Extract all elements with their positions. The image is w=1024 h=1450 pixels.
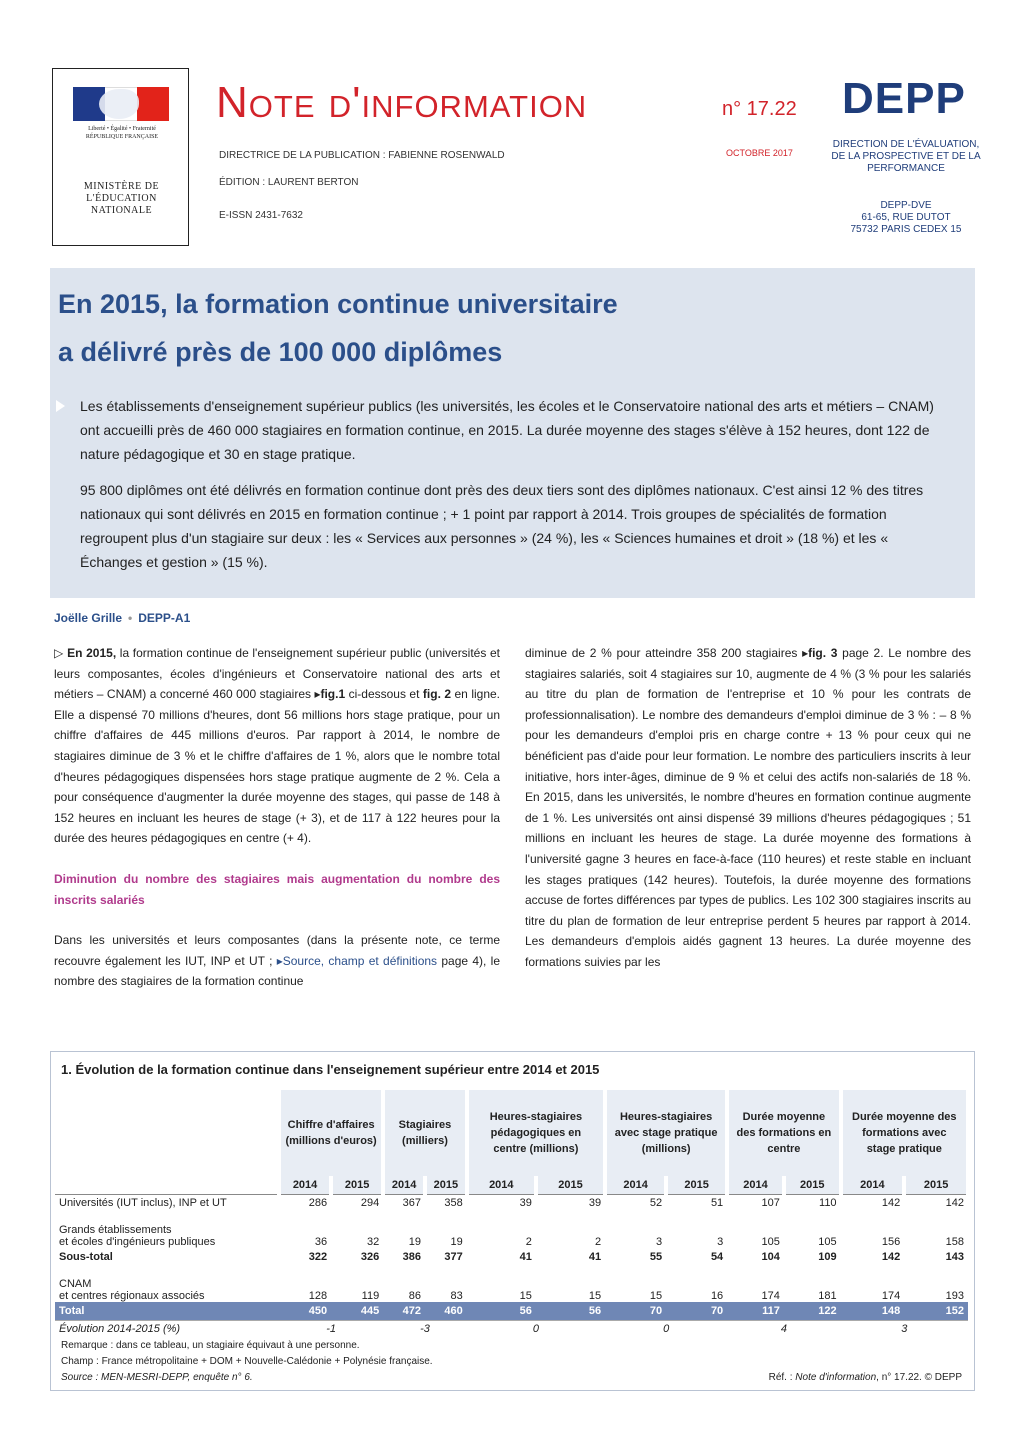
row-label: Évolution 2014-2015 (%) xyxy=(55,1320,279,1338)
table-cell: 32 xyxy=(366,1236,380,1248)
figure-link[interactable]: ▸fig.1 xyxy=(314,687,346,702)
table-cell: 156 xyxy=(881,1236,901,1248)
column-group-header: Heures-stagiaires avec stage pratique (millions) xyxy=(605,1090,727,1176)
triangle-icon xyxy=(56,400,65,412)
evolution-cell: 0 xyxy=(467,1320,605,1338)
body-text: la formation continue de l'enseignement supérieur public (universités et leurs composantes, écoles d'ingénieurs et Conservatoire national des arts et métiers – CNAM) a concerné 460 000 stagiaires xyxy=(54,646,500,702)
body-text: page 4), le nombre des stagiaires de la formation continue xyxy=(54,953,500,989)
row-label-line: CNAM xyxy=(59,1278,92,1290)
table-cell: 39 xyxy=(588,1197,602,1210)
depp-logo: DEPP xyxy=(842,74,966,123)
table-cell: 70 xyxy=(666,1302,727,1320)
table-cell: 51 xyxy=(710,1197,724,1210)
ministry-name: MINISTÈRE DE L'ÉDUCATION NATIONALE xyxy=(83,181,160,216)
edition-line: ÉDITION : LAURENT BERTON xyxy=(219,177,359,188)
column-group-header: Heures-stagiaires pédagogiques en centre (millions) xyxy=(467,1090,605,1176)
table-note: Remarque : dans ce tableau, un stagiaire équivaut à une personne. xyxy=(61,1340,360,1351)
row-label-line: Grands établissements xyxy=(59,1224,172,1236)
body-text: Dans les universités et leurs composantes (dans la présente note, ce terme recouvre également les IUT, INP et UT ; xyxy=(54,933,500,968)
table-cell: 174 xyxy=(761,1290,780,1302)
year-header: 2014 xyxy=(727,1176,784,1194)
evolution-cell: 0 xyxy=(605,1320,727,1338)
section-subheading: Diminution du nombre des stagiaires mais augmentation du nombre des inscrits salariés xyxy=(54,871,500,907)
evolution-cell: 3 xyxy=(841,1320,968,1338)
year-header: 2015 xyxy=(904,1176,968,1194)
body-text: diminue de 2 % pour atteindre 358 200 stagiaires xyxy=(525,646,803,660)
figure-link[interactable]: ▸fig. 3 xyxy=(802,646,838,660)
body-column-left xyxy=(54,643,500,1012)
table-cell: 148 xyxy=(841,1302,905,1320)
year-header: 2015 xyxy=(784,1176,841,1194)
table-cell: 322 xyxy=(308,1251,328,1263)
year-header: 2015 xyxy=(425,1176,467,1194)
summary-paragraph: Les établissements d'enseignement supérieur publics (les universités, les écoles et le Conservatoire national des arts et métiers – CNAM) ont accueilli près de 460 000 stagiaires en formation continue, en 2015. La durée moyenne des stages s'élève à 152 heures, dont 122 de nature pédagogique et 30 en stage pratique. xyxy=(80,398,934,462)
row-label xyxy=(55,1212,279,1248)
address-line: DEPP-DVE xyxy=(880,200,932,211)
evolution-cell: 4 xyxy=(727,1320,840,1338)
body-paragraph xyxy=(54,930,500,992)
table-cell: 174 xyxy=(881,1290,901,1302)
year-header: 2014 xyxy=(279,1176,331,1194)
authors: Joëlle Grille • DEPP-A1 xyxy=(54,611,191,625)
address-line: 61-65, RUE DUTOT xyxy=(861,212,951,223)
headline-line: a délivré près de 100 000 diplômes xyxy=(58,337,503,367)
table-cell: 107 xyxy=(761,1197,780,1210)
publication-date: OCTOBRE 2017 xyxy=(726,148,793,158)
table-note: Champ : France métropolitaine + DOM + Nouvelle-Calédonie + Polynésie française. xyxy=(61,1356,433,1367)
reference-credit xyxy=(769,1372,962,1383)
table-cell: 3 xyxy=(656,1236,663,1248)
table-cell: 450 xyxy=(279,1302,331,1320)
author-unit: DEPP-A1 xyxy=(138,611,191,625)
data-table xyxy=(55,1090,970,1338)
table-cell: 445 xyxy=(331,1302,383,1320)
headline xyxy=(58,280,618,376)
table-cell: 15 xyxy=(519,1290,532,1302)
address-line: 75732 PARIS CEDEX 15 xyxy=(850,224,962,235)
table-cell: 142 xyxy=(881,1197,901,1210)
row-label: Universités (IUT inclus), INP et UT xyxy=(59,1197,227,1210)
table-row xyxy=(55,1266,968,1302)
table-cell: 142 xyxy=(881,1251,901,1263)
table-cell: 142 xyxy=(945,1197,964,1210)
row-label-line: et centres régionaux associés xyxy=(59,1290,205,1302)
table-cell: 152 xyxy=(904,1302,968,1320)
evolution-cell: -1 xyxy=(279,1320,383,1338)
ministry-logo xyxy=(52,68,189,246)
body-column-right xyxy=(525,643,971,993)
table-cell: 117 xyxy=(727,1302,784,1320)
credit-text: Réf. : xyxy=(768,1372,796,1383)
table-cell: 56 xyxy=(536,1302,605,1320)
evolution-cell: -3 xyxy=(383,1320,467,1338)
table-cell: 109 xyxy=(818,1251,837,1263)
table-cell: 52 xyxy=(649,1197,663,1210)
table-cell: 472 xyxy=(383,1302,425,1320)
author-name: Joëlle Grille xyxy=(54,611,123,625)
column-group-header: Durée moyenne des formations avec stage pratique xyxy=(841,1090,968,1176)
table-cell: 104 xyxy=(761,1251,780,1263)
address-block xyxy=(826,200,986,236)
issue-number: n° 17.22 xyxy=(722,98,797,120)
column-group-header: Durée moyenne des formations en centre xyxy=(727,1090,840,1176)
table-row xyxy=(55,1302,968,1320)
body-text: en ligne. Elle a dispensé 70 millions d'heures, dont 56 millions hors stage pratique, pour un chiffre d'affaires de 445 millions d'euros. Par rapport à 2014, le nombre de stagiaires diminue de 3 % et le chiffre d'affaires de 1 %, alors que le nombre total d'heures pédagogiques dispensées hors stage pratique augmente de 2 %. Cela a pour conséquence d'augmenter la durée moyenne des stages, qui passe de 148 à 152 heures en incluant les heures de stage (+ 3), et de 117 à 122 heures pour la durée des heures pédagogiques en centre (+ 4). xyxy=(54,687,500,846)
table-cell: 54 xyxy=(710,1251,724,1263)
year-header: 2014 xyxy=(605,1176,666,1194)
table-cell: 36 xyxy=(314,1236,328,1248)
table-cell: 286 xyxy=(308,1197,328,1210)
table-cell: 358 xyxy=(444,1197,463,1210)
logo-motto: Liberté • Égalité • Fraternité RÉPUBLIQUE FRANÇAISE xyxy=(85,126,159,140)
header-blank xyxy=(55,1176,279,1194)
table-cell: 3 xyxy=(717,1236,724,1248)
row-label xyxy=(55,1266,279,1302)
row-label: Sous-total xyxy=(59,1251,113,1263)
year-header: 2015 xyxy=(536,1176,605,1194)
summary-box xyxy=(50,268,975,598)
table-cell: 119 xyxy=(361,1290,380,1302)
year-header: 2015 xyxy=(666,1176,727,1194)
table-cell: 326 xyxy=(360,1251,380,1263)
director-line: DIRECTRICE DE LA PUBLICATION : FABIENNE ROSENWALD xyxy=(219,150,505,161)
header-blank xyxy=(55,1090,279,1176)
table-source: Source : MEN-MESRI-DEPP, enquête n° 6. xyxy=(61,1372,253,1383)
table-row xyxy=(55,1212,968,1248)
table-cell: 2 xyxy=(594,1236,602,1248)
table-cell: 19 xyxy=(408,1236,421,1248)
table-cell: 15 xyxy=(588,1290,602,1302)
table-cell: 294 xyxy=(360,1197,380,1210)
year-header: 2014 xyxy=(841,1176,905,1194)
table-row xyxy=(55,1248,968,1266)
table-cell: 86 xyxy=(408,1290,421,1302)
table-cell: 122 xyxy=(784,1302,841,1320)
table-cell: 105 xyxy=(818,1236,837,1248)
column-group-header: Chiffre d'affaires (millions d'euros) xyxy=(279,1090,383,1176)
table-cell: 39 xyxy=(519,1197,532,1210)
table-cell: 70 xyxy=(605,1302,666,1320)
table-cell: 143 xyxy=(945,1251,964,1263)
table-cell: 56 xyxy=(467,1302,536,1320)
table-cell: 386 xyxy=(402,1251,421,1263)
year-header: 2014 xyxy=(383,1176,425,1194)
table-cell: 377 xyxy=(444,1251,463,1263)
table-notes xyxy=(61,1338,433,1386)
table-cell: 367 xyxy=(402,1197,421,1210)
body-text: page 2. Le nombre des stagiaires salariés, soit 4 stagiaires sur 10, augmente de 4 % (3 % pour les salariés au titre du plan de formation de l'entreprise et 10 % pour les contrats de professionnalisation). Le nombre des demandeurs d'emploi diminue de 3 % : – 8 % pour les demandeurs d'emploi pris en charge contre + 13 % pour ceux qui ne bénéficient pas d'aide pour leur formation. Le nombre des particuliers inscrits à leur initiative, hors inter-âges, diminue de 9 % et celui des actifs non-salariés de 18 %. En 2015, dans les universités, le nombre d'heures en formation continue augmente de 1 %. Les universités ont ainsi dispensé 39 millions d'heures pédagogiques ; 51 millions en incluant les heures de stage. La durée moyenne des formations à l'université gagne 3 heures en face-à-face (110 heures) et reste stable en incluant les stages pratiques (142 heures). Toutefois, la durée moyenne des formations accuse de fortes différences par types de publics. Les 102 300 stagiaires inscrits au titre du plan de formation de leur entreprise perdent 5 heures par rapport à 2014. Les demandeurs d'emplois aidés gagnent 13 heures. La durée moyenne des formations suivies par les xyxy=(525,646,971,969)
table-cell: 41 xyxy=(588,1251,602,1263)
table-cell: 55 xyxy=(649,1251,663,1263)
body-paragraph xyxy=(54,643,500,849)
summary-paragraph: 95 800 diplômes ont été délivrés en formation continue dont près des deux tiers sont des diplômes nationaux. C'est ainsi 12 % des titres nationaux qui sont délivrés en 2015 en formation continue ; + 1 point par rapport à 2014. Trois groupes de spécialités de formation regroupent plus d'un stagiaire sur deux : les « Services aux personnes » (24 %), les « Sciences humaines et droit » (18 %) et les « Échanges et gestion » (15 %). xyxy=(80,482,924,570)
figure-1-table-box xyxy=(50,1051,975,1391)
body-text: ci-dessous et xyxy=(345,687,423,702)
paragraph-lead: ▷ En 2015, xyxy=(54,646,117,660)
table-cell: 181 xyxy=(818,1290,837,1302)
headline-line: En 2015, la formation continue universitaire xyxy=(58,289,618,319)
row-label-line: et écoles d'ingénieurs publiques xyxy=(59,1236,216,1248)
table-cell: 460 xyxy=(425,1302,467,1320)
table-cell: 2 xyxy=(525,1236,532,1248)
direction-name: DIRECTION DE L'ÉVALUATION, DE LA PROSPECTIVE ET DE LA PERFORMANCE xyxy=(831,139,981,174)
table-cell: 15 xyxy=(649,1290,663,1302)
table-cell: 110 xyxy=(819,1197,837,1210)
table-cell: 158 xyxy=(945,1236,964,1248)
figure-link[interactable]: fig. 2 xyxy=(422,687,452,702)
credit-text: , n° 17.22. © DEPP xyxy=(876,1372,962,1383)
evolution-row xyxy=(55,1320,968,1338)
table-cell: 105 xyxy=(761,1236,780,1248)
year-header: 2014 xyxy=(467,1176,536,1194)
issn-line: E-ISSN 2431-7632 xyxy=(219,210,303,221)
body-paragraph xyxy=(525,643,971,973)
table-cell: 193 xyxy=(945,1290,964,1302)
table-cell: 16 xyxy=(710,1290,724,1302)
year-header: 2015 xyxy=(331,1176,383,1194)
table-cell: 19 xyxy=(450,1236,463,1248)
table-cell: 41 xyxy=(519,1251,532,1263)
table-cell: 83 xyxy=(450,1290,463,1302)
row-label: Total xyxy=(55,1302,279,1320)
table-row xyxy=(55,1194,968,1212)
publication-title: Note d'information xyxy=(216,78,588,127)
table-cell: 128 xyxy=(308,1290,328,1302)
source-link[interactable]: ▸Source, champ et définitions xyxy=(276,953,438,968)
table-title: 1. Évolution de la formation continue dans l'enseignement supérieur entre 2014 et 2015 xyxy=(61,1062,600,1077)
credit-text: Note d'information xyxy=(795,1372,877,1383)
marianne-icon xyxy=(99,89,139,119)
column-group-header: Stagiaires (milliers) xyxy=(383,1090,467,1176)
